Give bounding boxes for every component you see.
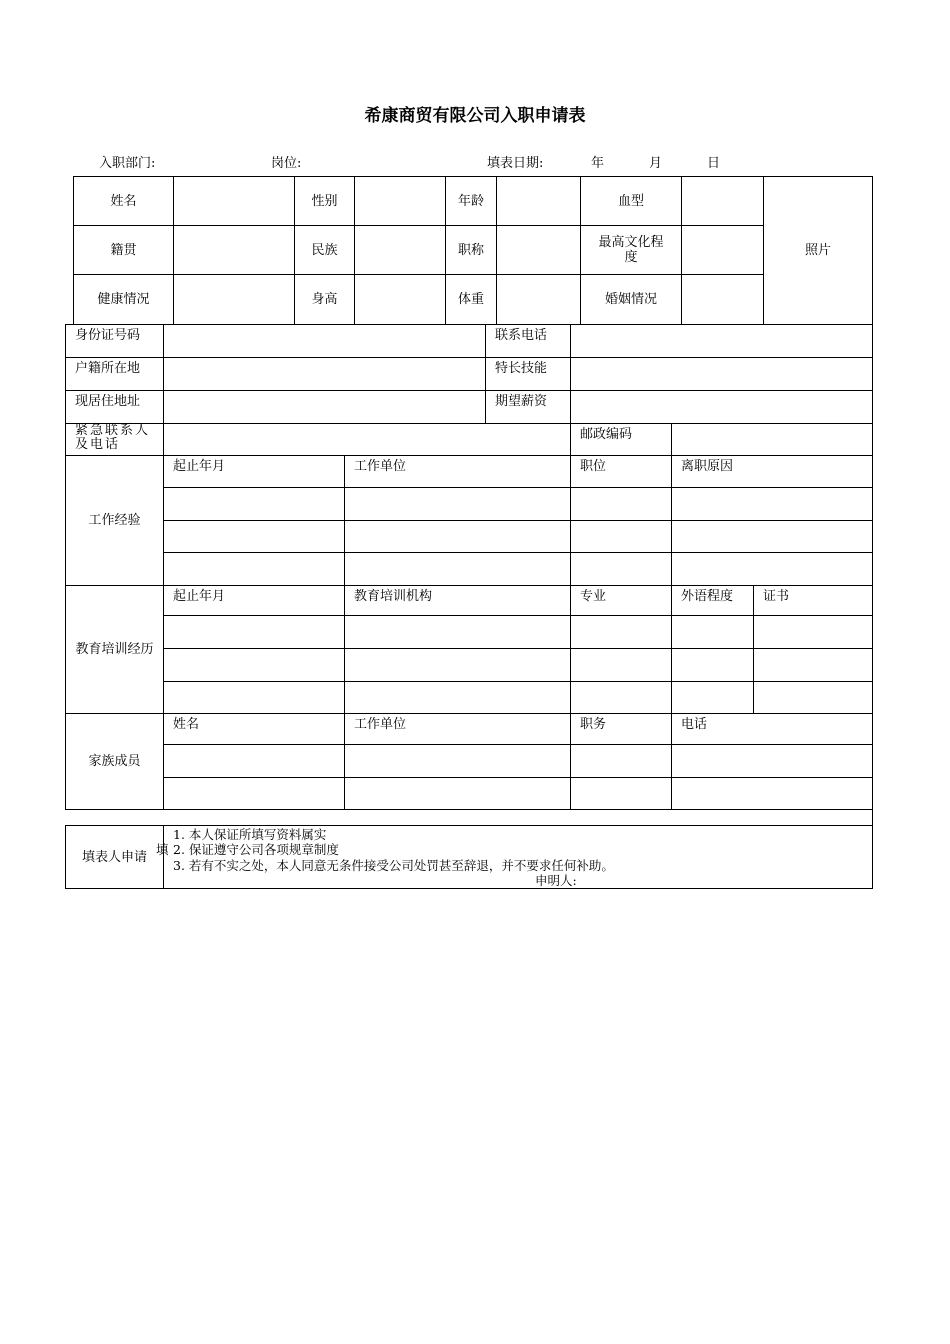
edu-header-major: 专业 [571, 586, 672, 616]
family-cell[interactable] [345, 745, 571, 778]
family-cell[interactable] [164, 778, 345, 810]
health-field[interactable] [174, 275, 295, 325]
age-label: 年龄 [446, 177, 497, 226]
name-label: 姓名 [74, 177, 174, 226]
blood-type-field[interactable] [682, 177, 764, 226]
work-header-period: 起止年月 [164, 456, 345, 488]
edu-cell[interactable] [345, 682, 571, 714]
family-cell[interactable] [672, 778, 873, 810]
edu-cell[interactable] [164, 649, 345, 682]
edu-header-language: 外语程度 [672, 586, 754, 616]
family-section-label: 家族成员 [66, 714, 164, 810]
height-field[interactable] [355, 275, 446, 325]
address-field[interactable] [164, 391, 486, 424]
gender-label: 性别 [295, 177, 355, 226]
hukou-field[interactable] [164, 358, 486, 391]
skills-label: 特长技能 [486, 358, 571, 391]
work-cell[interactable] [345, 553, 571, 586]
family-header-employer: 工作单位 [345, 714, 571, 745]
spacer-row [66, 810, 873, 826]
native-place-label: 籍贯 [74, 226, 174, 275]
work-cell[interactable] [345, 488, 571, 521]
edu-cell[interactable] [754, 682, 873, 714]
details-table [65, 324, 873, 889]
edu-cell[interactable] [754, 649, 873, 682]
salary-field[interactable] [571, 391, 873, 424]
table-row [66, 682, 873, 714]
postcode-field[interactable] [672, 424, 873, 456]
name-field[interactable] [174, 177, 295, 226]
address-label: 现居住地址 [66, 391, 164, 424]
edu-header-certificate: 证书 [754, 586, 873, 616]
hukou-label: 户籍所在地 [66, 358, 164, 391]
month-label: 月 [649, 156, 663, 171]
table-row [66, 521, 873, 553]
weight-field[interactable] [497, 275, 581, 325]
family-cell[interactable] [672, 745, 873, 778]
table-row [66, 553, 873, 586]
work-cell[interactable] [571, 488, 672, 521]
edu-header-institution: 教育培训机构 [345, 586, 571, 616]
emergency-contact-field[interactable] [164, 424, 571, 456]
work-section-label: 工作经验 [66, 456, 164, 586]
department-label: 入职部门: [99, 156, 156, 171]
ethnic-field[interactable] [355, 226, 446, 275]
id-number-label: 身份证号码 [66, 325, 164, 358]
declaration-content [156, 826, 873, 889]
work-cell[interactable] [571, 521, 672, 553]
declaration-label: 填表人申请 [66, 826, 164, 889]
job-title-field[interactable] [497, 226, 581, 275]
form-title: 希康商贸有限公司入职申请表 [364, 106, 586, 126]
work-cell[interactable] [164, 488, 345, 521]
education-section-label: 教育培训经历 [66, 586, 164, 714]
education-level-field[interactable] [682, 226, 764, 275]
blood-type-label: 血型 [581, 177, 682, 226]
year-label: 年 [591, 156, 605, 171]
edu-cell[interactable] [754, 616, 873, 649]
marital-label: 婚姻情况 [581, 275, 682, 325]
work-cell[interactable] [571, 553, 672, 586]
family-header-position: 职务 [571, 714, 672, 745]
id-number-field[interactable] [164, 325, 486, 358]
edu-cell[interactable] [164, 616, 345, 649]
family-header-name: 姓名 [164, 714, 345, 745]
family-cell[interactable] [571, 745, 672, 778]
phone-label: 联系电话 [486, 325, 571, 358]
position-label: 岗位: [271, 156, 302, 171]
edu-cell[interactable] [345, 616, 571, 649]
edu-cell[interactable] [164, 682, 345, 714]
ethnic-label: 民族 [295, 226, 355, 275]
date-label: 填表日期: [487, 156, 544, 171]
table-row [66, 616, 873, 649]
family-cell[interactable] [571, 778, 672, 810]
family-cell[interactable] [164, 745, 345, 778]
skills-field[interactable] [571, 358, 873, 391]
weight-label: 体重 [446, 275, 497, 325]
edu-cell[interactable] [571, 649, 672, 682]
declaration-item-1: 1. 本人保证所填写资料属实 [173, 827, 327, 842]
day-label: 日 [707, 156, 721, 171]
age-field[interactable] [497, 177, 581, 226]
work-header-reason: 离职原因 [672, 456, 873, 488]
edu-header-period: 起止年月 [164, 586, 345, 616]
table-row [66, 488, 873, 521]
native-place-field[interactable] [174, 226, 295, 275]
work-cell[interactable] [672, 553, 873, 586]
phone-field[interactable] [571, 325, 873, 358]
edu-cell[interactable] [672, 682, 754, 714]
work-cell[interactable] [164, 521, 345, 553]
work-header-position: 职位 [571, 456, 672, 488]
declaration-item-3: 3. 若有不实之处，本人同意无条件接受公司处罚甚至辞退，并不要求任何补助。 [173, 858, 614, 873]
work-cell[interactable] [164, 553, 345, 586]
declaration-item-2: 2. 保证遵守公司各项规章制度 [173, 842, 339, 857]
work-cell[interactable] [345, 521, 571, 553]
work-header-employer: 工作单位 [345, 456, 571, 488]
education-level-label: 最高文化程度 [581, 226, 682, 275]
gender-field[interactable] [355, 177, 446, 226]
family-header-phone: 电话 [672, 714, 873, 745]
basic-info-table [73, 176, 873, 325]
edu-cell[interactable] [571, 616, 672, 649]
edu-cell[interactable] [672, 616, 754, 649]
salary-label: 期望薪资 [486, 391, 571, 424]
work-cell[interactable] [672, 521, 873, 553]
table-row [66, 745, 873, 778]
postcode-label: 邮政编码 [571, 424, 672, 456]
emergency-contact-label: 紧急联系人及电话 [66, 424, 164, 456]
edu-cell[interactable] [571, 682, 672, 714]
photo-box[interactable]: 照片 [764, 177, 873, 325]
family-cell[interactable] [345, 778, 571, 810]
declaration-stray-char: 填 [156, 842, 169, 857]
edu-cell[interactable] [672, 649, 754, 682]
signer-label: 申明人: [535, 873, 577, 888]
health-label: 健康情况 [74, 275, 174, 325]
job-title-label: 职称 [446, 226, 497, 275]
marital-field[interactable] [682, 275, 764, 325]
edu-cell[interactable] [345, 649, 571, 682]
table-row [66, 778, 873, 810]
height-label: 身高 [295, 275, 355, 325]
table-row [66, 649, 873, 682]
work-cell[interactable] [672, 488, 873, 521]
